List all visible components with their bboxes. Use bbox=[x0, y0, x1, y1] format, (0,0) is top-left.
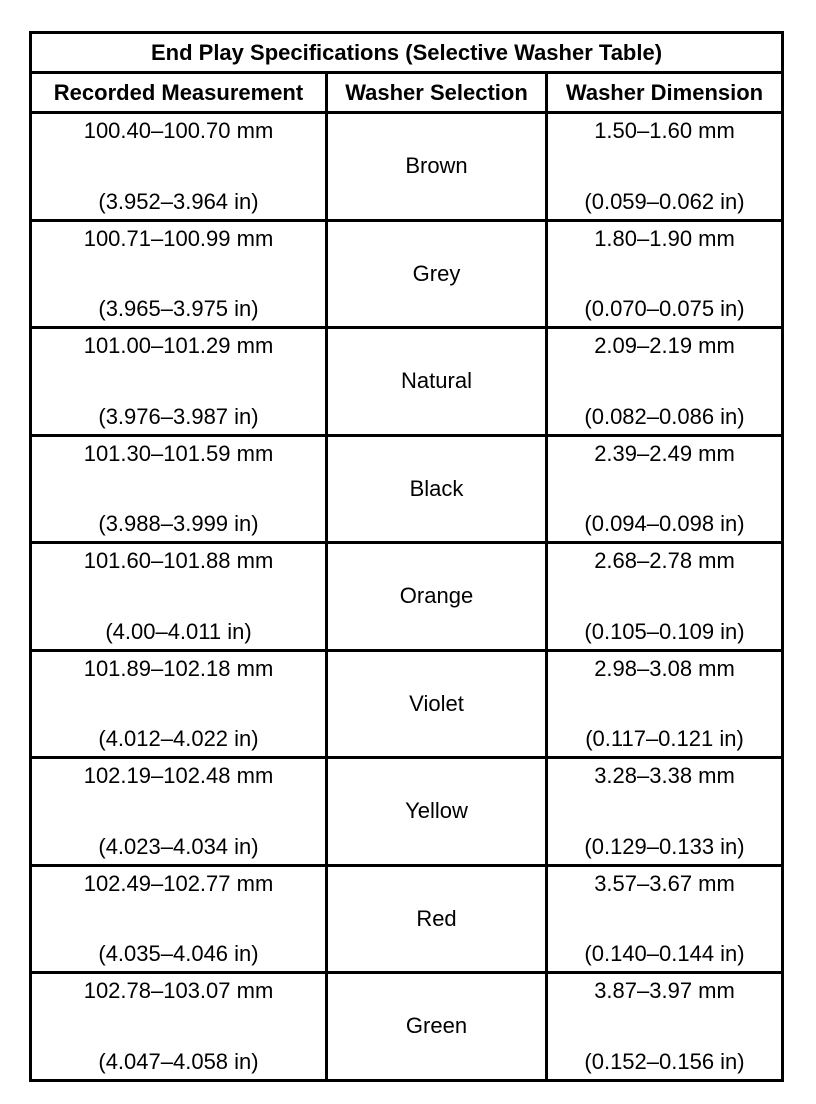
measurement-cell bbox=[31, 328, 327, 436]
measurement-mm: 100.71–100.99 mm bbox=[83, 225, 274, 251]
measurement-in: (4.00–4.011 in) bbox=[105, 618, 252, 644]
table-row bbox=[31, 328, 783, 436]
dimension-cell bbox=[547, 220, 783, 328]
measurement-mm: 101.30–101.59 mm bbox=[83, 440, 274, 466]
measurement-in: (3.965–3.975 in) bbox=[98, 296, 259, 321]
dimension-in: (0.129–0.133 in) bbox=[584, 833, 745, 859]
table-row bbox=[31, 758, 783, 866]
measurement-in: (4.012–4.022 in) bbox=[98, 726, 259, 751]
measurement-in: (4.047–4.058 in) bbox=[98, 1048, 259, 1074]
dimension-cell bbox=[547, 865, 783, 973]
measurement-in: (3.976–3.987 in) bbox=[98, 403, 259, 429]
dimension-in: (0.105–0.109 in) bbox=[584, 618, 745, 644]
table-header-row bbox=[31, 73, 783, 113]
table-title-row bbox=[31, 33, 783, 73]
dimension-mm: 2.98–3.08 mm bbox=[594, 655, 735, 681]
measurement-mm: 100.40–100.70 mm bbox=[83, 118, 274, 143]
measurement-cell bbox=[31, 973, 327, 1081]
measurement-cell bbox=[31, 220, 327, 328]
measurement-mm: 101.60–101.88 mm bbox=[83, 548, 274, 573]
dimension-cell bbox=[547, 543, 783, 651]
dimension-cell bbox=[547, 758, 783, 866]
washer-selection-cell: Violet bbox=[327, 650, 547, 758]
header-recorded-measurement: Recorded Measurement bbox=[31, 73, 327, 113]
dimension-mm: 1.80–1.90 mm bbox=[594, 225, 735, 251]
dimension-mm: 3.87–3.97 mm bbox=[594, 978, 735, 1003]
measurement-cell bbox=[31, 435, 327, 543]
header-washer-dimension: Washer Dimension bbox=[547, 73, 783, 113]
table-row bbox=[31, 220, 783, 328]
header-washer-selection: Washer Selection bbox=[327, 73, 547, 113]
washer-selection-cell: Grey bbox=[327, 220, 547, 328]
dimension-in: (0.117–0.121 in) bbox=[585, 726, 744, 751]
measurement-mm: 102.49–102.77 mm bbox=[83, 870, 274, 896]
washer-selection-cell: Orange bbox=[327, 543, 547, 651]
dimension-in: (0.059–0.062 in) bbox=[584, 188, 745, 214]
dimension-mm: 2.09–2.19 mm bbox=[594, 333, 735, 358]
dimension-mm: 2.39–2.49 mm bbox=[594, 440, 735, 466]
dimension-in: (0.082–0.086 in) bbox=[584, 403, 745, 429]
washer-selection-cell: Brown bbox=[327, 113, 547, 221]
dimension-cell bbox=[547, 435, 783, 543]
table-body bbox=[31, 113, 783, 1081]
dimension-cell bbox=[547, 973, 783, 1081]
measurement-in: (4.023–4.034 in) bbox=[98, 833, 259, 859]
measurement-cell bbox=[31, 543, 327, 651]
dimension-cell bbox=[547, 650, 783, 758]
measurement-cell bbox=[31, 758, 327, 866]
dimension-in: (0.094–0.098 in) bbox=[584, 511, 745, 536]
dimension-in: (0.140–0.144 in) bbox=[584, 941, 745, 966]
dimension-mm: 2.68–2.78 mm bbox=[594, 548, 735, 573]
dimension-mm: 3.57–3.67 mm bbox=[594, 870, 735, 896]
table-row bbox=[31, 435, 783, 543]
measurement-in: (3.988–3.999 in) bbox=[98, 511, 259, 536]
dimension-cell bbox=[547, 113, 783, 221]
end-play-spec-table bbox=[29, 31, 784, 1082]
washer-selection-cell: Yellow bbox=[327, 758, 547, 866]
table-row bbox=[31, 113, 783, 221]
table-row bbox=[31, 650, 783, 758]
measurement-mm: 102.78–103.07 mm bbox=[83, 978, 274, 1003]
washer-selection-cell: Red bbox=[327, 865, 547, 973]
dimension-mm: 1.50–1.60 mm bbox=[594, 118, 735, 143]
table-title: End Play Specifications (Selective Washer Table) bbox=[31, 33, 783, 73]
table-row bbox=[31, 543, 783, 651]
measurement-in: (3.952–3.964 in) bbox=[98, 188, 259, 214]
dimension-in: (0.152–0.156 in) bbox=[584, 1048, 745, 1074]
dimension-in: (0.070–0.075 in) bbox=[584, 296, 745, 321]
measurement-in: (4.035–4.046 in) bbox=[98, 941, 259, 966]
measurement-cell bbox=[31, 650, 327, 758]
measurement-mm: 101.89–102.18 mm bbox=[83, 655, 274, 681]
table-row bbox=[31, 973, 783, 1081]
measurement-cell bbox=[31, 865, 327, 973]
dimension-mm: 3.28–3.38 mm bbox=[594, 763, 735, 788]
table-row bbox=[31, 865, 783, 973]
dimension-cell bbox=[547, 328, 783, 436]
measurement-mm: 101.00–101.29 mm bbox=[83, 333, 274, 358]
washer-selection-cell: Green bbox=[327, 973, 547, 1081]
washer-selection-cell: Natural bbox=[327, 328, 547, 436]
measurement-cell bbox=[31, 113, 327, 221]
washer-selection-cell: Black bbox=[327, 435, 547, 543]
measurement-mm: 102.19–102.48 mm bbox=[83, 763, 274, 788]
